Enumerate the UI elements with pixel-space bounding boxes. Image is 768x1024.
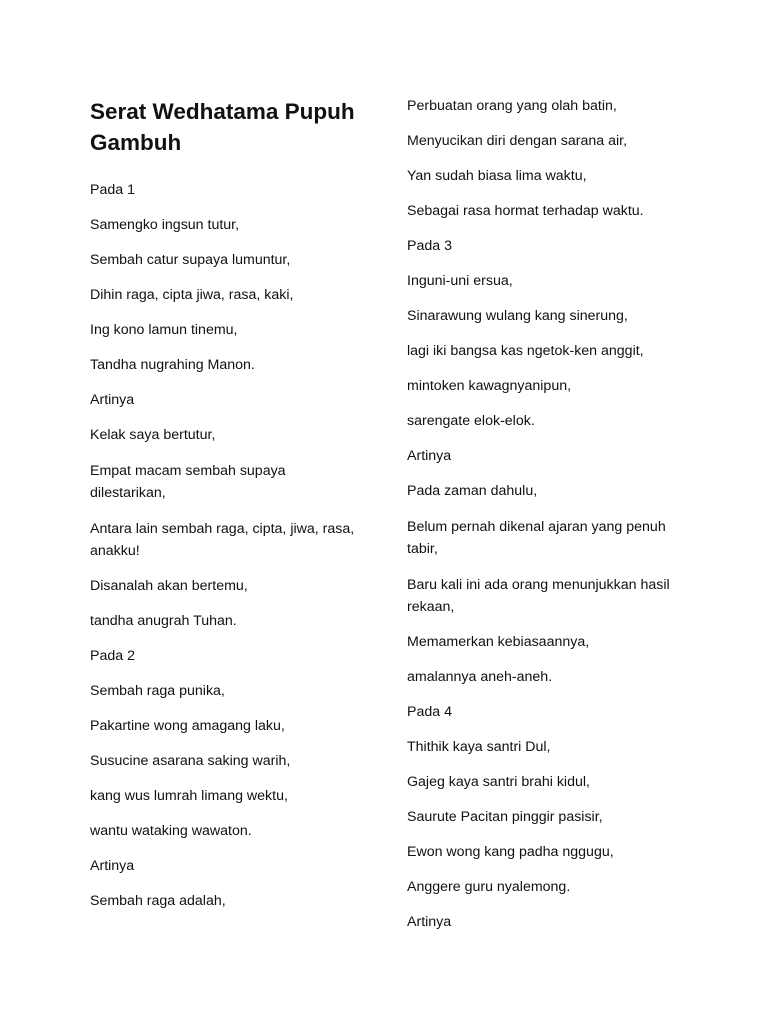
verse-line: Artinya (90, 858, 135, 874)
verse-line: Pada zaman dahulu, (407, 483, 538, 499)
verse-line: Pada 1 (90, 182, 135, 198)
verse-line: Sinarawung wulang kang sinerung, (407, 308, 628, 324)
verse-line: Disanalah akan bertemu, (90, 578, 248, 594)
verse-line: Dihin raga, cipta jiwa, rasa, kaki, (90, 287, 294, 303)
verse-line: kang wus lumrah limang wektu, (90, 788, 288, 804)
verse-line: Sembah raga punika, (90, 683, 225, 699)
verse-line: Baru kali ini ada orang menunjukkan hasil rekaan, (407, 577, 670, 615)
verse-line: Memamerkan kebiasaannya, (407, 634, 590, 650)
verse-line: Pada 3 (407, 238, 452, 254)
verse-line: Perbuatan orang yang olah batin, (407, 98, 617, 114)
verse-line: Sembah catur supaya lumuntur, (90, 252, 291, 268)
verse-line: tandha anugrah Tuhan. (90, 613, 237, 629)
verse-line: Pada 4 (407, 704, 452, 720)
verse-line: Sebagai rasa hormat terhadap waktu. (407, 203, 644, 219)
verse-line: Yan sudah biasa lima waktu, (407, 168, 587, 184)
verse-line: sarengate elok-elok. (407, 413, 535, 429)
verse-line: Artinya (90, 392, 135, 408)
verse-line: Gajeg kaya santri brahi kidul, (407, 774, 590, 790)
left-column (90, 96, 360, 926)
document-title: Serat Wedhatama Pupuh Gambuh (90, 99, 355, 155)
verse-line: Thithik kaya santri Dul, (407, 739, 551, 755)
verse-line: amalannya aneh-aneh. (407, 669, 553, 685)
verse-line: Saurute Pacitan pinggir pasisir, (407, 809, 603, 825)
verse-line: Ing kono lamun tinemu, (90, 322, 238, 338)
verse-line: Pakartine wong amagang laku, (90, 718, 285, 734)
verse-line: Menyucikan diri dengan sarana air, (407, 133, 628, 149)
verse-line: Susucine asarana saking warih, (90, 753, 291, 769)
verse-line: Inguni-uni ersua, (407, 273, 513, 289)
verse-line: lagi iki bangsa kas ngetok-ken anggit, (407, 343, 644, 359)
verse-line: mintoken kawagnyanipun, (407, 378, 572, 394)
verse-line: Pada 2 (90, 648, 135, 664)
verse-line: Artinya (407, 914, 452, 930)
verse-line: Sembah raga adalah, (90, 893, 226, 909)
right-column (407, 96, 692, 947)
verse-line: Anggere guru nyalemong. (407, 879, 571, 895)
verse-line: Artinya (407, 448, 452, 464)
verse-line: Kelak saya bertutur, (90, 427, 216, 443)
verse-line: Tandha nugrahing Manon. (90, 357, 255, 373)
verse-line: Empat macam sembah supaya dilestarikan, (90, 463, 286, 501)
verse-line: Samengko ingsun tutur, (90, 217, 240, 233)
verse-line: wantu wataking wawaton. (90, 823, 252, 839)
verse-line: Antara lain sembah raga, cipta, jiwa, rasa, anakku! (90, 521, 355, 559)
verse-line: Ewon wong kang padha nggugu, (407, 844, 614, 860)
verse-line: Belum pernah dikenal ajaran yang penuh tabir, (407, 519, 666, 557)
